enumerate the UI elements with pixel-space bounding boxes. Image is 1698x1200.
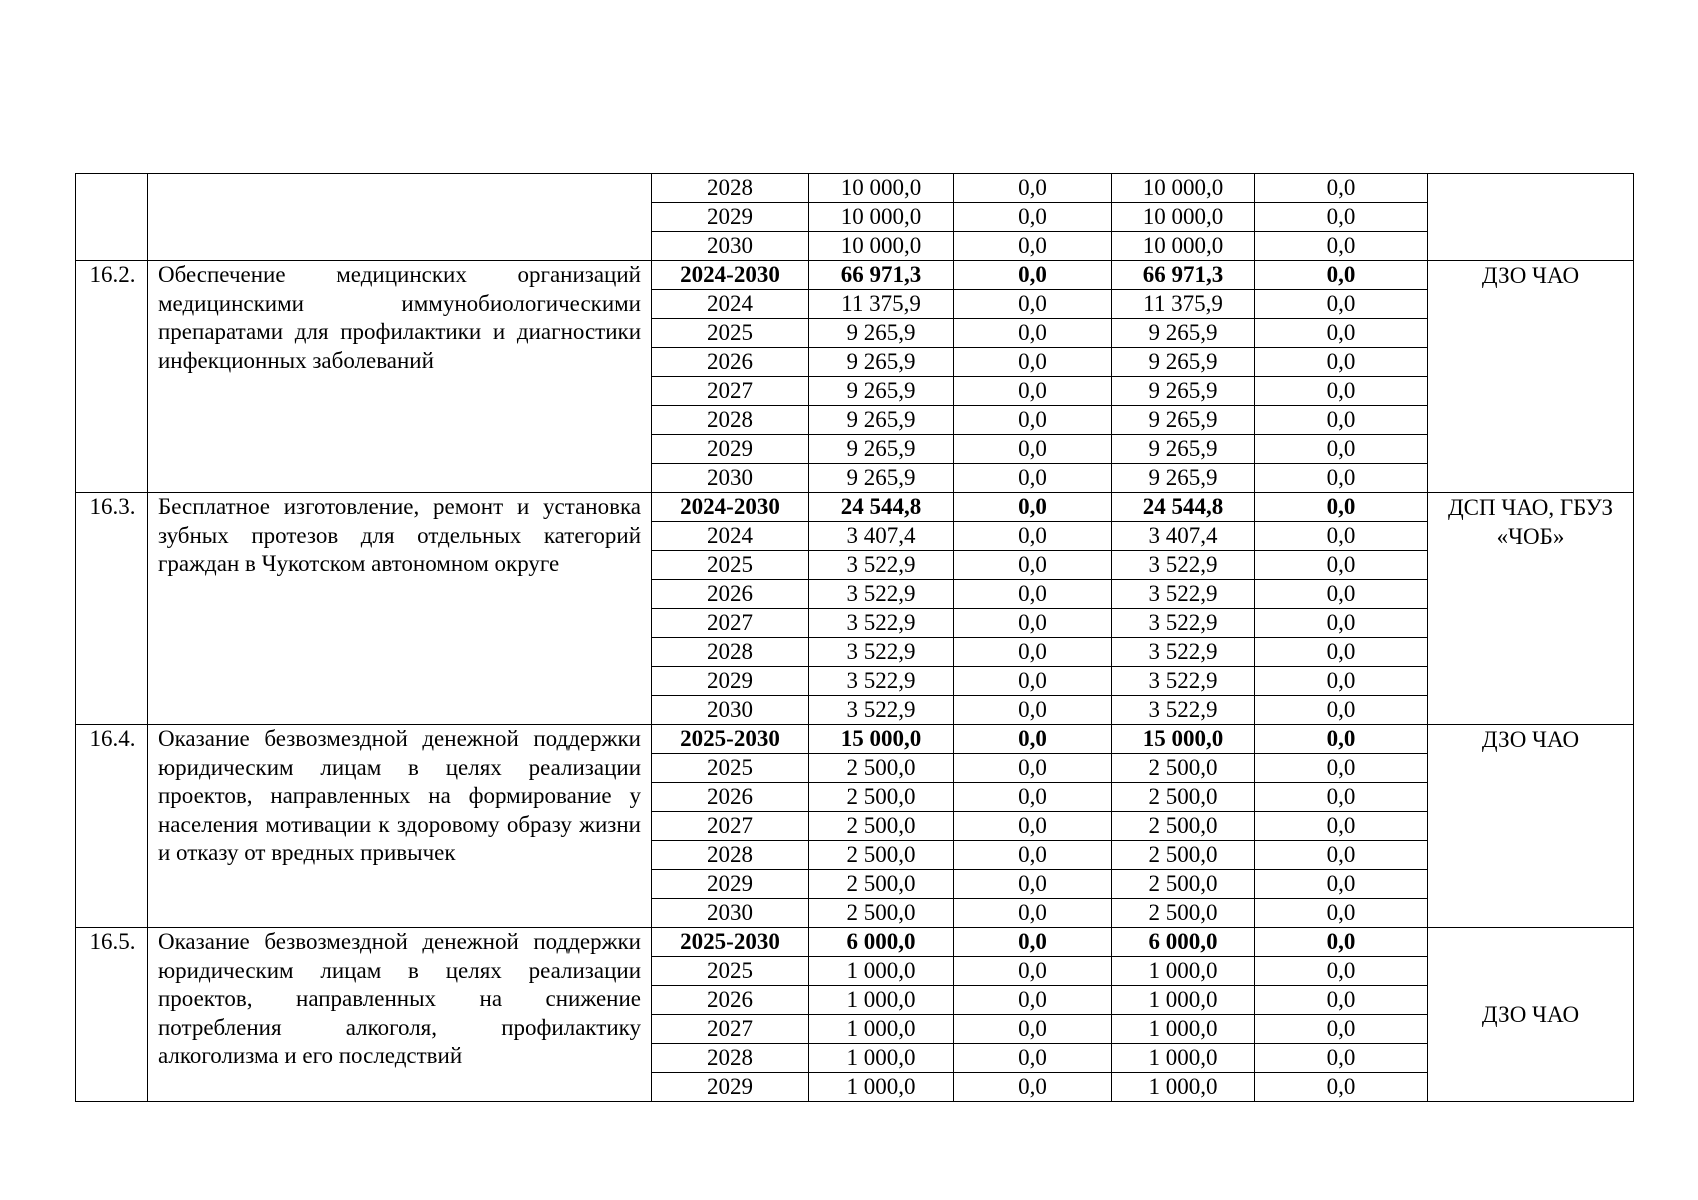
source-2-cell: 2 500,0 <box>1112 899 1255 928</box>
period-cell: 2025 <box>652 319 809 348</box>
source-1-cell: 0,0 <box>954 899 1112 928</box>
source-2-cell: 1 000,0 <box>1112 1073 1255 1102</box>
source-1-cell: 0,0 <box>954 609 1112 638</box>
item-number: 16.5. <box>76 928 148 1102</box>
total-amount-cell: 1 000,0 <box>809 957 954 986</box>
source-3-cell: 0,0 <box>1255 551 1428 580</box>
source-2-cell: 2 500,0 <box>1112 870 1255 899</box>
table-row <box>76 493 1634 522</box>
budget-table <box>75 173 1634 1102</box>
source-2-cell: 10 000,0 <box>1112 232 1255 261</box>
source-2-cell: 9 265,9 <box>1112 348 1255 377</box>
total-amount-cell: 3 522,9 <box>809 696 954 725</box>
source-2-cell: 11 375,9 <box>1112 290 1255 319</box>
total-amount-cell: 1 000,0 <box>809 1015 954 1044</box>
source-2-cell: 1 000,0 <box>1112 1015 1255 1044</box>
source-2-cell: 3 522,9 <box>1112 580 1255 609</box>
source-1-cell: 0,0 <box>954 754 1112 783</box>
source-3-cell: 0,0 <box>1255 899 1428 928</box>
source-3-cell: 0,0 <box>1255 1044 1428 1073</box>
period-cell: 2028 <box>652 406 809 435</box>
table-body <box>76 174 1634 1102</box>
period-cell: 2028 <box>652 638 809 667</box>
source-3-cell: 0,0 <box>1255 377 1428 406</box>
source-1-cell: 0,0 <box>954 522 1112 551</box>
source-1-cell: 0,0 <box>954 1015 1112 1044</box>
total-amount-cell: 2 500,0 <box>809 870 954 899</box>
source-3-cell: 0,0 <box>1255 174 1428 203</box>
source-3-cell: 0,0 <box>1255 319 1428 348</box>
source-3-cell: 0,0 <box>1255 609 1428 638</box>
executor-cell: ДЗО ЧАО <box>1428 928 1634 1102</box>
period-cell: 2024-2030 <box>652 261 809 290</box>
source-1-cell: 0,0 <box>954 812 1112 841</box>
source-3-cell: 0,0 <box>1255 406 1428 435</box>
source-1-cell: 0,0 <box>954 928 1112 957</box>
period-cell: 2029 <box>652 1073 809 1102</box>
item-number <box>76 174 148 261</box>
period-cell: 2024-2030 <box>652 493 809 522</box>
source-3-cell: 0,0 <box>1255 812 1428 841</box>
source-3-cell: 0,0 <box>1255 1015 1428 1044</box>
source-2-cell: 2 500,0 <box>1112 754 1255 783</box>
source-1-cell: 0,0 <box>954 261 1112 290</box>
source-2-cell: 3 522,9 <box>1112 638 1255 667</box>
total-amount-cell: 11 375,9 <box>809 290 954 319</box>
period-cell: 2027 <box>652 377 809 406</box>
total-amount-cell: 9 265,9 <box>809 348 954 377</box>
source-1-cell: 0,0 <box>954 580 1112 609</box>
item-number: 16.2. <box>76 261 148 493</box>
executor-cell: ДСП ЧАО, ГБУЗ «ЧОБ» <box>1428 493 1634 725</box>
period-cell: 2025 <box>652 957 809 986</box>
period-cell: 2025 <box>652 754 809 783</box>
item-name: Оказание безвозмездной денежной поддержки юридическим лицам в целях реализации проектов, направленных на формирование у населения мотивации к здоровому образу жизни и отказу от вредных привычек <box>148 725 652 928</box>
period-cell: 2030 <box>652 899 809 928</box>
source-3-cell: 0,0 <box>1255 696 1428 725</box>
total-amount-cell: 2 500,0 <box>809 754 954 783</box>
total-amount-cell: 3 522,9 <box>809 638 954 667</box>
source-2-cell: 15 000,0 <box>1112 725 1255 754</box>
source-2-cell: 2 500,0 <box>1112 841 1255 870</box>
table-row <box>76 261 1634 290</box>
source-3-cell: 0,0 <box>1255 638 1428 667</box>
source-1-cell: 0,0 <box>954 319 1112 348</box>
table-row <box>76 725 1634 754</box>
source-1-cell: 0,0 <box>954 348 1112 377</box>
source-3-cell: 0,0 <box>1255 783 1428 812</box>
source-2-cell: 2 500,0 <box>1112 783 1255 812</box>
source-1-cell: 0,0 <box>954 986 1112 1015</box>
source-2-cell: 6 000,0 <box>1112 928 1255 957</box>
source-2-cell: 1 000,0 <box>1112 1044 1255 1073</box>
period-cell: 2029 <box>652 870 809 899</box>
source-1-cell: 0,0 <box>954 696 1112 725</box>
table-row <box>76 174 1634 203</box>
source-1-cell: 0,0 <box>954 870 1112 899</box>
source-1-cell: 0,0 <box>954 783 1112 812</box>
source-2-cell: 3 407,4 <box>1112 522 1255 551</box>
period-cell: 2030 <box>652 696 809 725</box>
source-2-cell: 10 000,0 <box>1112 203 1255 232</box>
source-2-cell: 3 522,9 <box>1112 696 1255 725</box>
source-3-cell: 0,0 <box>1255 493 1428 522</box>
source-3-cell: 0,0 <box>1255 1073 1428 1102</box>
total-amount-cell: 66 971,3 <box>809 261 954 290</box>
total-amount-cell: 3 407,4 <box>809 522 954 551</box>
source-2-cell: 3 522,9 <box>1112 609 1255 638</box>
period-cell: 2030 <box>652 464 809 493</box>
source-2-cell: 9 265,9 <box>1112 464 1255 493</box>
source-1-cell: 0,0 <box>954 377 1112 406</box>
source-2-cell: 9 265,9 <box>1112 406 1255 435</box>
source-3-cell: 0,0 <box>1255 522 1428 551</box>
period-cell: 2030 <box>652 232 809 261</box>
total-amount-cell: 10 000,0 <box>809 203 954 232</box>
source-1-cell: 0,0 <box>954 725 1112 754</box>
period-cell: 2028 <box>652 1044 809 1073</box>
executor-cell <box>1428 174 1634 261</box>
source-3-cell: 0,0 <box>1255 232 1428 261</box>
source-1-cell: 0,0 <box>954 464 1112 493</box>
source-3-cell: 0,0 <box>1255 928 1428 957</box>
total-amount-cell: 6 000,0 <box>809 928 954 957</box>
source-2-cell: 1 000,0 <box>1112 986 1255 1015</box>
item-name: Обеспечение медицинских организаций медицинскими иммунобиологическими препаратами для профилактики и диагностики инфекционных заболеваний <box>148 261 652 493</box>
period-cell: 2029 <box>652 203 809 232</box>
period-cell: 2024 <box>652 290 809 319</box>
source-1-cell: 0,0 <box>954 1044 1112 1073</box>
source-3-cell: 0,0 <box>1255 261 1428 290</box>
total-amount-cell: 9 265,9 <box>809 319 954 348</box>
source-1-cell: 0,0 <box>954 232 1112 261</box>
period-cell: 2028 <box>652 174 809 203</box>
source-3-cell: 0,0 <box>1255 986 1428 1015</box>
table-row <box>76 928 1634 957</box>
total-amount-cell: 1 000,0 <box>809 986 954 1015</box>
period-cell: 2029 <box>652 667 809 696</box>
source-3-cell: 0,0 <box>1255 435 1428 464</box>
item-number: 16.3. <box>76 493 148 725</box>
source-3-cell: 0,0 <box>1255 870 1428 899</box>
period-cell: 2029 <box>652 435 809 464</box>
source-2-cell: 3 522,9 <box>1112 667 1255 696</box>
period-cell: 2024 <box>652 522 809 551</box>
executor-cell: ДЗО ЧАО <box>1428 725 1634 928</box>
source-1-cell: 0,0 <box>954 638 1112 667</box>
period-cell: 2026 <box>652 783 809 812</box>
source-3-cell: 0,0 <box>1255 348 1428 377</box>
period-cell: 2027 <box>652 609 809 638</box>
total-amount-cell: 9 265,9 <box>809 435 954 464</box>
source-1-cell: 0,0 <box>954 957 1112 986</box>
source-1-cell: 0,0 <box>954 1073 1112 1102</box>
total-amount-cell: 1 000,0 <box>809 1073 954 1102</box>
total-amount-cell: 15 000,0 <box>809 725 954 754</box>
source-2-cell: 9 265,9 <box>1112 377 1255 406</box>
source-3-cell: 0,0 <box>1255 203 1428 232</box>
total-amount-cell: 10 000,0 <box>809 232 954 261</box>
source-1-cell: 0,0 <box>954 667 1112 696</box>
total-amount-cell: 1 000,0 <box>809 1044 954 1073</box>
total-amount-cell: 24 544,8 <box>809 493 954 522</box>
total-amount-cell: 9 265,9 <box>809 464 954 493</box>
source-3-cell: 0,0 <box>1255 290 1428 319</box>
source-1-cell: 0,0 <box>954 551 1112 580</box>
total-amount-cell: 2 500,0 <box>809 783 954 812</box>
source-3-cell: 0,0 <box>1255 841 1428 870</box>
total-amount-cell: 10 000,0 <box>809 174 954 203</box>
period-cell: 2027 <box>652 1015 809 1044</box>
source-2-cell: 3 522,9 <box>1112 551 1255 580</box>
source-2-cell: 10 000,0 <box>1112 174 1255 203</box>
source-3-cell: 0,0 <box>1255 725 1428 754</box>
period-cell: 2025 <box>652 551 809 580</box>
source-2-cell: 2 500,0 <box>1112 812 1255 841</box>
source-1-cell: 0,0 <box>954 435 1112 464</box>
source-3-cell: 0,0 <box>1255 957 1428 986</box>
total-amount-cell: 2 500,0 <box>809 899 954 928</box>
source-2-cell: 1 000,0 <box>1112 957 1255 986</box>
source-3-cell: 0,0 <box>1255 754 1428 783</box>
period-cell: 2026 <box>652 580 809 609</box>
total-amount-cell: 2 500,0 <box>809 812 954 841</box>
period-cell: 2028 <box>652 841 809 870</box>
item-name: Оказание безвозмездной денежной поддержки юридическим лицам в целях реализации проектов, направленных на снижение потребления алкоголя, профилактику алкоголизма и его последствий <box>148 928 652 1102</box>
source-1-cell: 0,0 <box>954 174 1112 203</box>
item-name <box>148 174 652 261</box>
source-2-cell: 66 971,3 <box>1112 261 1255 290</box>
total-amount-cell: 3 522,9 <box>809 667 954 696</box>
period-cell: 2025-2030 <box>652 928 809 957</box>
period-cell: 2026 <box>652 348 809 377</box>
executor-cell: ДЗО ЧАО <box>1428 261 1634 493</box>
source-1-cell: 0,0 <box>954 493 1112 522</box>
period-cell: 2027 <box>652 812 809 841</box>
total-amount-cell: 3 522,9 <box>809 551 954 580</box>
total-amount-cell: 2 500,0 <box>809 841 954 870</box>
source-1-cell: 0,0 <box>954 841 1112 870</box>
item-name: Бесплатное изготовление, ремонт и установка зубных протезов для отдельных категорий граждан в Чукотском автономном округе <box>148 493 652 725</box>
total-amount-cell: 3 522,9 <box>809 580 954 609</box>
source-1-cell: 0,0 <box>954 290 1112 319</box>
source-1-cell: 0,0 <box>954 406 1112 435</box>
total-amount-cell: 9 265,9 <box>809 406 954 435</box>
total-amount-cell: 3 522,9 <box>809 609 954 638</box>
source-3-cell: 0,0 <box>1255 464 1428 493</box>
period-cell: 2025-2030 <box>652 725 809 754</box>
item-number: 16.4. <box>76 725 148 928</box>
total-amount-cell: 9 265,9 <box>809 377 954 406</box>
source-2-cell: 24 544,8 <box>1112 493 1255 522</box>
source-2-cell: 9 265,9 <box>1112 435 1255 464</box>
period-cell: 2026 <box>652 986 809 1015</box>
source-3-cell: 0,0 <box>1255 580 1428 609</box>
source-1-cell: 0,0 <box>954 203 1112 232</box>
source-3-cell: 0,0 <box>1255 667 1428 696</box>
source-2-cell: 9 265,9 <box>1112 319 1255 348</box>
